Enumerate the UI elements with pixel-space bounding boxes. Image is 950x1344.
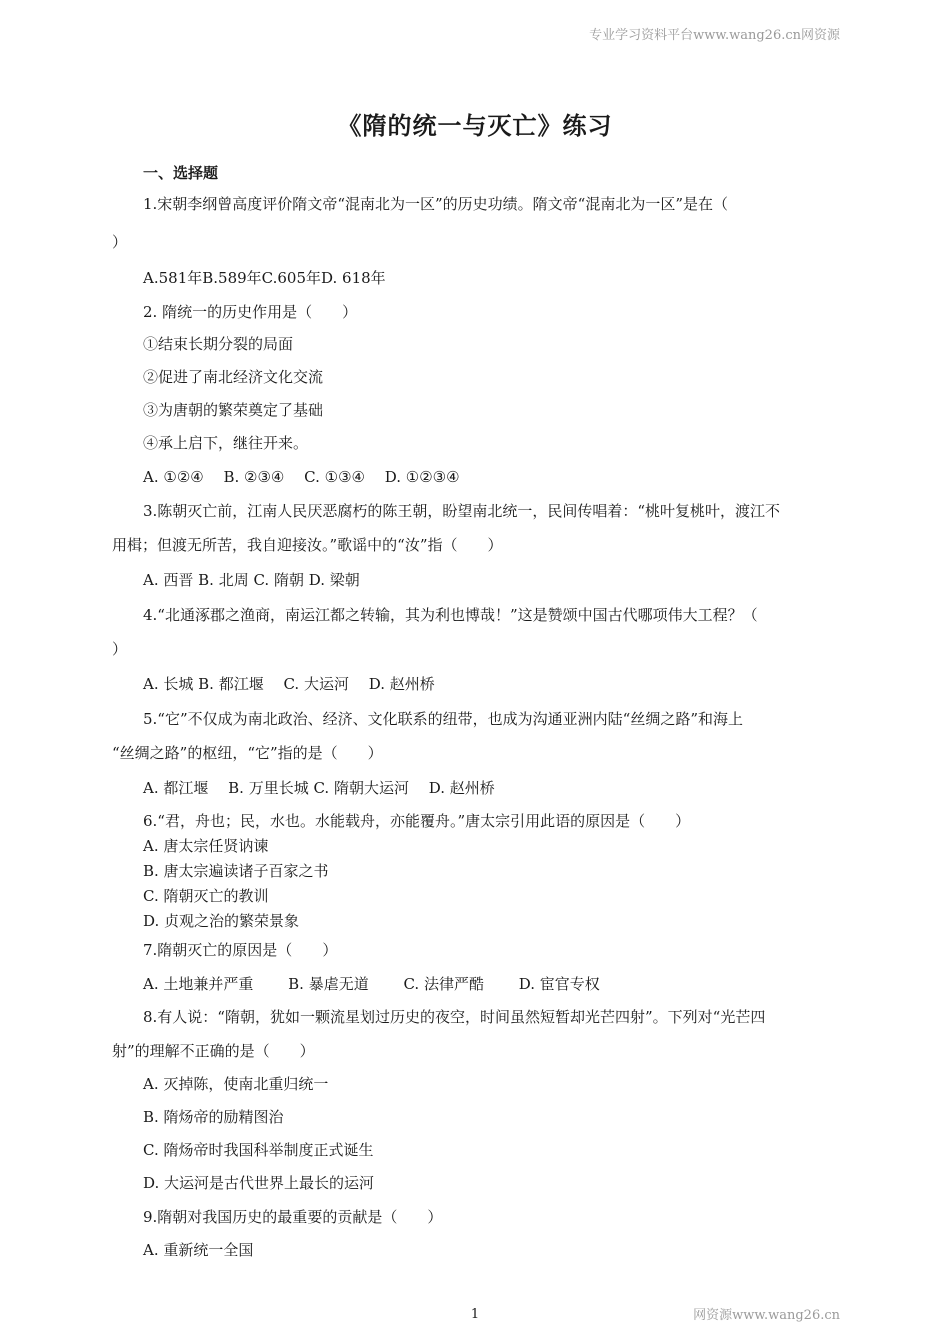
question-line: 5.“它”不仅成为南北政治、经济、文化联系的纽带，也成为沟通亚洲内陆“丝绸之路”和海上 (143, 710, 743, 728)
question-line: ） (112, 233, 128, 251)
question-line: A. 重新统一全国 (143, 1241, 254, 1259)
question-line: 8.有人说：“隋朝，犹如一颗流星划过历史的夜空，时间虽然短暂却光芒四射”。下列对“光芒四 (143, 1008, 766, 1026)
document-title: 《隋的统一与灭亡》练习 (337, 111, 613, 140)
question-line: C. 隋朝灭亡的教训 (143, 887, 269, 905)
section-heading: 一、选择题 (143, 164, 219, 182)
question-line: D. 贞观之治的繁荣景象 (143, 912, 300, 930)
question-line: 7.隋朝灭亡的原因是（ ） (143, 941, 338, 959)
question-line: A. 土地兼并严重 B. 暴虐无道 C. 法律严酷 D. 宦官专权 (143, 975, 600, 993)
question-line: ） (112, 640, 128, 658)
question-line: A. 都江堰 B. 万里长城 C. 隋朝大运河 D. 赵州桥 (143, 779, 495, 797)
question-line: A. 唐太宗任贤讷谏 (143, 837, 269, 855)
header-watermark: 专业学习资料平台www.wang26.cn网资源 (589, 28, 840, 43)
question-line: ③为唐朝的繁荣奠定了基础 (143, 401, 324, 419)
question-line: ④承上启下，继往开来。 (143, 434, 309, 452)
question-line: 4.“北通涿郡之渔商，南运江都之转输，其为利也博哉！”这是赞颂中国古代哪项伟大工程？（ (143, 606, 758, 624)
question-line: A. 灭掉陈，使南北重归统一 (143, 1075, 329, 1093)
question-line: D. 大运河是古代世界上最长的运河 (143, 1174, 375, 1192)
question-line: 用楫；但渡无所苦，我自迎接汝。”歌谣中的“汝”指（ ） (112, 536, 503, 554)
question-line: B. 隋炀帝的励精图治 (143, 1108, 284, 1126)
question-line: A. 西晋 B. 北周 C. 隋朝 D. 梁朝 (143, 571, 360, 589)
question-line: A. ①②④ B. ②③④ C. ①③④ D. ①②③④ (143, 468, 460, 486)
question-line: C. 隋炀帝时我国科举制度正式诞生 (143, 1141, 374, 1159)
question-line: ①结束长期分裂的局面 (143, 335, 294, 353)
question-line: 2. 隋统一的历史作用是（ ） (143, 303, 358, 321)
question-line: ②促进了南北经济文化交流 (143, 368, 324, 386)
question-line: A.581年B.589年C.605年D. 618年 (143, 269, 386, 287)
question-line: 6.“君，舟也；民，水也。水能载舟，亦能覆舟。”唐太宗引用此语的原因是（ ） (143, 812, 691, 830)
question-line: 射”的理解不正确的是（ ） (112, 1042, 315, 1060)
question-line: 9.隋朝对我国历史的最重要的贡献是（ ） (143, 1208, 443, 1226)
question-line: B. 唐太宗遍读诸子百家之书 (143, 862, 329, 880)
page-number: 1 (470, 1307, 480, 1322)
question-line: 1.宋朝李纲曾高度评价隋文帝“混南北为一区”的历史功绩。隋文帝“混南北为一区”是在（ (143, 195, 728, 213)
question-line: “丝绸之路”的枢纽，“它”指的是（ ） (112, 744, 383, 762)
question-line: A. 长城 B. 都江堰 C. 大运河 D. 赵州桥 (143, 675, 435, 693)
question-line: 3.陈朝灭亡前，江南人民厌恶腐朽的陈王朝，盼望南北统一，民间传唱着：“桃叶复桃叶，渡江不 (143, 502, 780, 520)
footer-watermark: 网资源www.wang26.cn (693, 1308, 840, 1323)
